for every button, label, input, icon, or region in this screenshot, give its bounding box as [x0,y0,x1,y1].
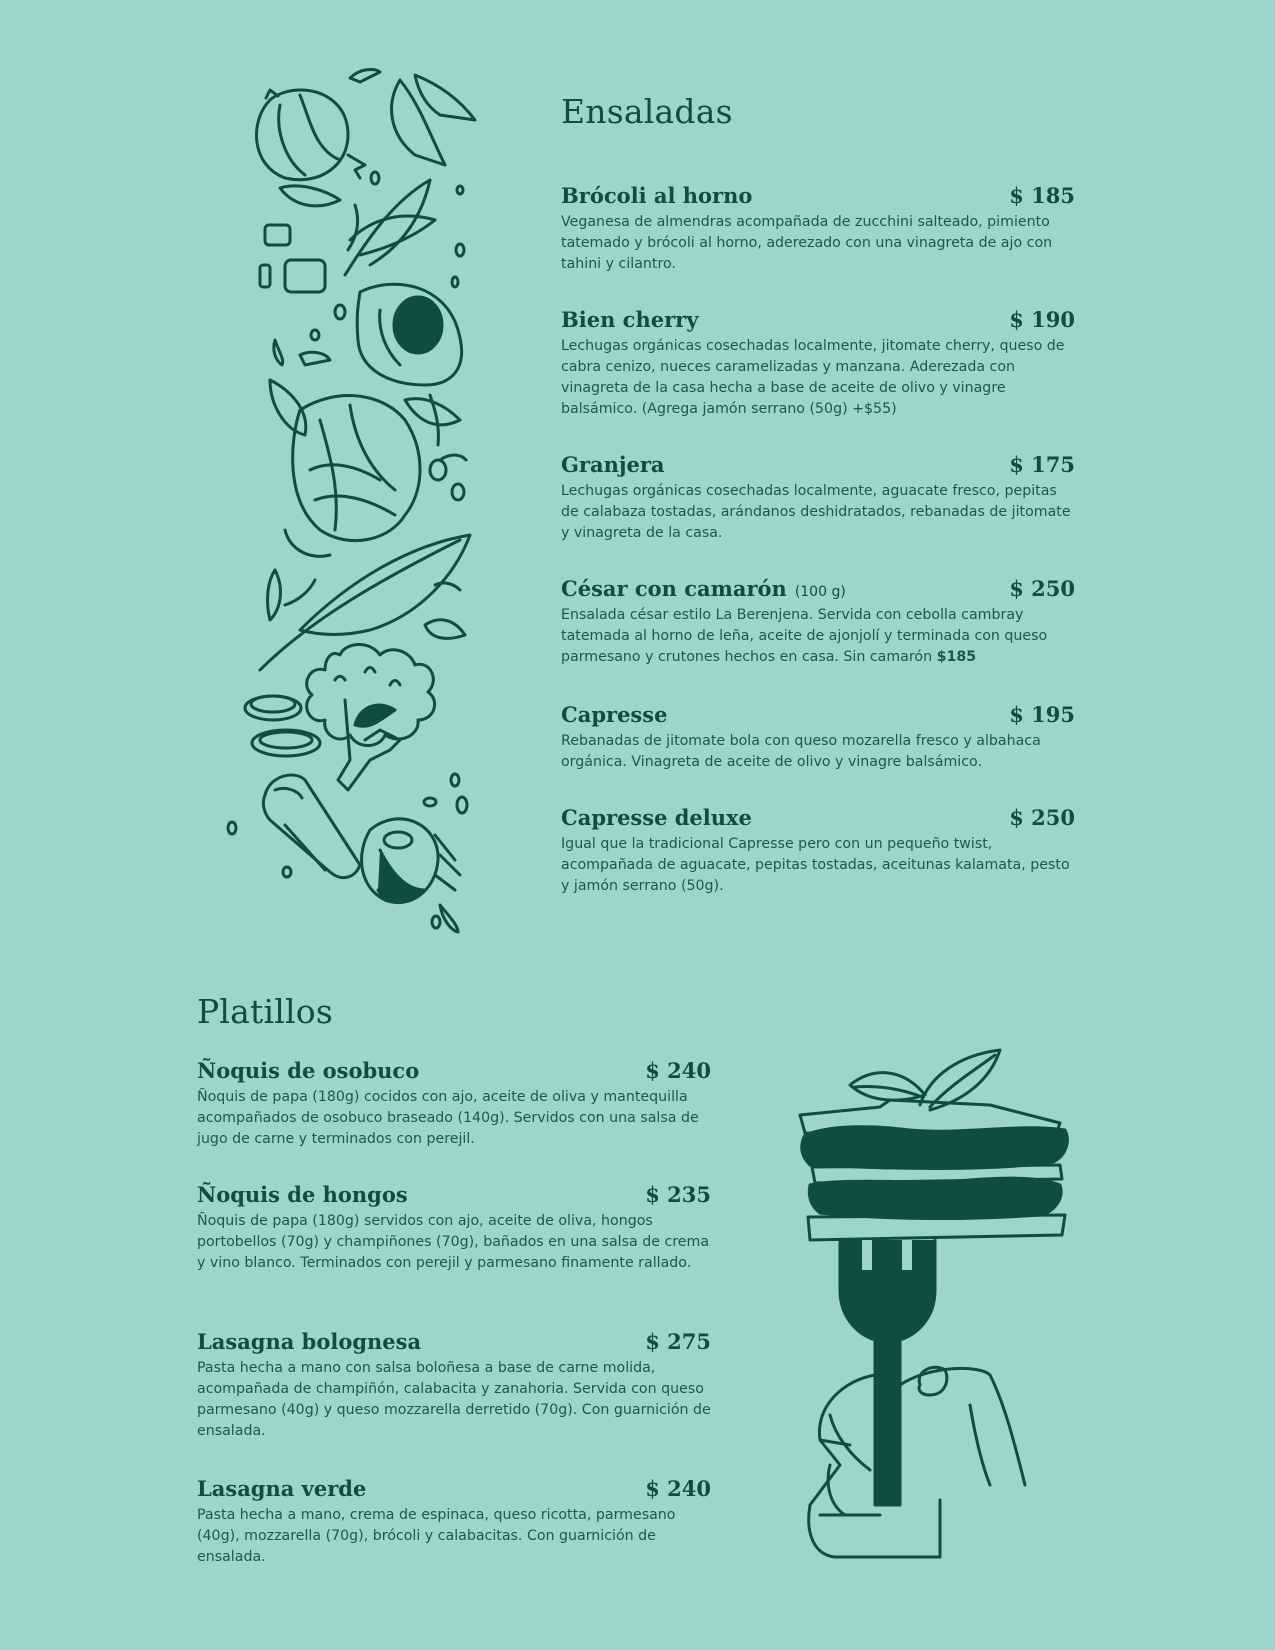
item-name: Granjera [561,452,665,477]
menu-item [561,307,1075,420]
item-description: Igual que la tradicional Capresse pero con un pequeño twist, acompañada de aguacate, pepitas tostadas, aceitunas kalamata, pesto y jamón serrano (50g). [561,836,1070,894]
item-note: (100 g) [794,584,846,600]
lasagna-icon [800,1100,1067,1240]
menu-item [561,183,1075,275]
menu-item [197,1329,711,1442]
potato-wedge-icon [392,80,445,165]
item-name: Lasagna bolognesa [197,1329,422,1354]
item-name: Lasagna verde [197,1476,367,1501]
item-description: Ñoquis de papa (180g) cocidos con ajo, aceite de oliva y mantequilla acompañados de osobuco braseado (140g). Servidos con una salsa de jugo de carne y terminados con perejil. [197,1089,699,1147]
item-description: Rebanadas de jitomate bola con queso mozarella fresco y albahaca orgánica. Vinagreta de aceite de olivo y vinagre balsámico. [561,733,1041,770]
olive-icon [362,819,460,903]
menu-item [561,576,1075,668]
item-alt-price: $185 [936,649,977,665]
item-price: $ 275 [645,1329,711,1354]
vegetables-illustration [230,60,490,940]
item-name: Brócoli al horno [561,183,753,208]
item-name: Capresse deluxe [561,805,752,830]
item-name: Ñoquis de osobuco [197,1058,420,1083]
menu-item [561,702,1075,773]
onion-icon [256,90,365,180]
dishes-title: Platillos [197,992,333,1031]
item-description: Ensalada césar estilo La Berenjena. Servida con cebolla cambray tatemada al horno de leña, aceite de ajonjolí y terminada con queso parmesano y crutones hechos en casa. Sin camarón $185 [561,607,1048,665]
item-price: $ 175 [1009,452,1075,477]
item-price: $ 240 [645,1476,711,1501]
menu-item [197,1058,711,1150]
item-description: Pasta hecha a mano, crema de espinaca, queso ricotta, parmesano (40g), mozzarella (70g), brócoli y calabacitas. Con guarnición de ensalada. [197,1507,676,1565]
item-name: Ñoquis de hongos [197,1182,408,1207]
item-description: Lechugas orgánicas cosechadas localmente, aguacate fresco, pepitas de calabaza tostadas, arándanos deshidratados, rebanadas de jitomate y vinagreta de la casa. [561,483,1071,541]
menu-item [197,1476,711,1568]
item-price: $ 195 [1009,702,1075,727]
fork-lasagna-illustration [790,1045,1080,1580]
avocado-icon [357,284,461,385]
item-price: $ 240 [645,1058,711,1083]
item-price: $ 250 [1009,805,1075,830]
item-price: $ 235 [645,1182,711,1207]
menu-item [197,1182,711,1274]
broccoli-icon [307,644,435,790]
menu-item [561,452,1075,544]
item-name: Bien cherry [561,307,699,332]
item-price: $ 185 [1009,183,1075,208]
item-description: Veganesa de almendras acompañada de zucchini salteado, pimiento tatemado y brócoli al horno, aderezado con una vinagreta de ajo con tahini y cilantro. [561,214,1053,272]
item-name: César con camarón (100 g) [561,576,846,601]
item-description: Pasta hecha a mano con salsa boloñesa a base de carne molida, acompañada de champiñón, calabacita y zanahoria. Servida con queso parmesano (40g) y queso mozzarella derretido (70g). Con guarnición de ensalada. [197,1360,711,1439]
item-description: Ñoquis de papa (180g) servidos con ajo, aceite de oliva, hongos portobellos (70g) y champiñones (70g), bañados en una salsa de crema y vino blanco. Terminados con perejil y parmesano finamente rallado. [197,1213,710,1271]
hand-icon [809,1367,1025,1557]
item-price: $ 190 [1009,307,1075,332]
item-name: Capresse [561,702,668,727]
salads-title: Ensaladas [561,92,733,131]
item-price: $ 250 [1009,576,1075,601]
item-description: Lechugas orgánicas cosechadas localmente, jitomate cherry, queso de cabra cenizo, nueces caramelizadas y manzana. Aderezada con vinagreta de la casa hecha a base de aceite de olivo y vinagre balsámico. (Agrega jamón serrano (50g) +$55) [561,338,1065,417]
menu-item [561,805,1075,897]
